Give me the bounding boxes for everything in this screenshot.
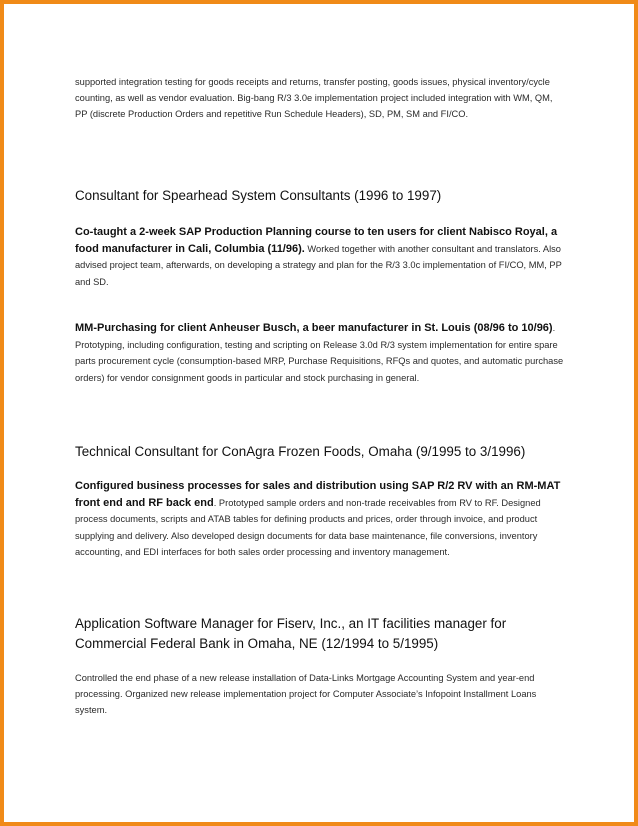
entry-body: . Prototyping, including configuration, testing and scripting on Release 3.0d R/3 system implementation for entire spare parts procurement cycle (consumption-based MRP, Purchase Requisitions, RFQs and quotes, and automatic purchase orders) for vendor consignment goods in particular and stock purchasing in general. [75, 323, 564, 383]
entry-anheuser-busch [75, 320, 565, 386]
entry-body: . Prototyped sample orders and non-trade receivables from RV to RF. Designed process documents, scripts and ATAB tables for defining products and prices, order through invoice, and product supplying and delivery. Also developed design documents for data base maintenance, file conversions, inventory accounting, and EDI interfaces for both sales order processing and inventory management. [75, 497, 541, 557]
entry-lead: MM-Purchasing for client Anheuser Busch, a beer manufacturer in St. Louis (08/96 to 10/96) [75, 322, 553, 334]
entry-body: Worked together with another consultant and translators. Also advised project team, afterwards, on developing a strategy and plan for the R/3 3.0c implementation of FI/CO, MM, PP and SD. [75, 243, 562, 287]
entry-fiserv: Controlled the end phase of a new release installation of Data-Links Mortgage Accounting System and year-end processing. Organized new release implementation project for Computer Associate’s Infopoint Installment Loans system. [75, 673, 537, 715]
entry-nabisco [75, 224, 565, 290]
section-heading-fiserv: Application Software Manager for Fiserv, Inc., an IT facilities manager for Commercial Federal Bank in Omaha, NE (12/1994 to 5/1995) [75, 616, 507, 651]
entry-lead: Configured business processes for sales and distribution using SAP R/2 RV with an RM-MAT front end and RF back end [75, 480, 561, 509]
entry-conagra [75, 478, 565, 561]
section-heading-spearhead: Consultant for Spearhead System Consultants (1996 to 1997) [75, 188, 442, 203]
entry-lead: Co-taught a 2-week SAP Production Planning course to ten users for client Nabisco Royal, a food manufacturer in Cali, Columbia (11/96). [75, 226, 558, 255]
intro-paragraph: supported integration testing for goods receipts and returns, transfer posting, goods issues, physical inventory/cycle counting, as well as vendor evaluation. Big-bang R/3 3.0e implementation project included integration with WM, QM, PP (discrete Production Orders and repetitive Run Schedule Headers), SD, PM, SM and FI/CO. [75, 77, 553, 119]
section-heading-conagra: Technical Consultant for ConAgra Frozen Foods, Omaha (9/1995 to 3/1996) [75, 444, 526, 459]
